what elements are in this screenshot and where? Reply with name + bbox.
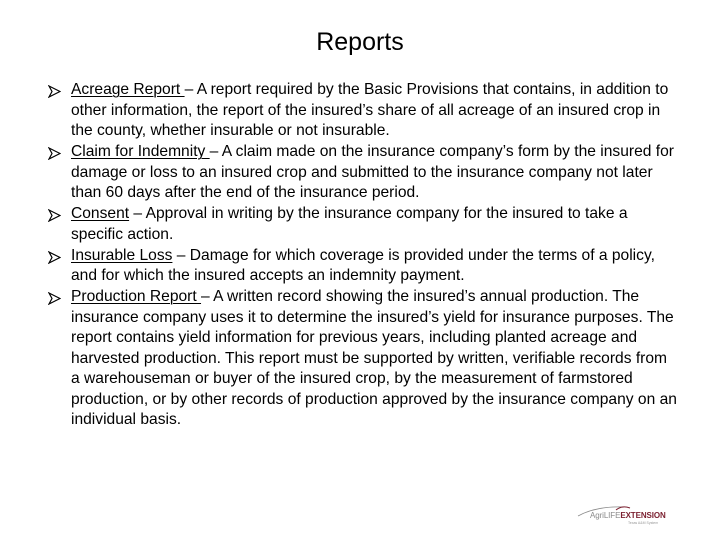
arrow-bullet-icon — [48, 209, 61, 222]
list-item — [48, 287, 678, 431]
term-acreage-report: Acreage Report — [71, 81, 185, 98]
list-item — [48, 204, 678, 245]
term-consent: Consent — [71, 205, 130, 222]
definition-text: – A written record showing the insured’s annual production. The insurance company uses it to determine the insured’s yield for insurance purposes. The report contains yield information for previous years, including planted acreage and harvested production. This report must be supported by written, verifiable records from a warehouseman or buyer of the insured crop, by the measurement of farmstored production, or by other records of production approved by the insurance company on an individual basis. — [71, 288, 677, 428]
term-production-report: Production Report — [71, 288, 202, 305]
logo-subtitle: Texas A&M System — [628, 521, 659, 525]
list-item — [48, 142, 678, 204]
definition-text: – Approval in writing by the insurance company for the insured to take a specific action. — [71, 205, 628, 243]
definition-text: – Damage for which coverage is provided under the terms of a policy, and for which the insured accepts an indemnity payment. — [71, 246, 655, 284]
arrow-bullet-icon — [48, 251, 61, 264]
agrilife-extension-logo — [576, 504, 676, 528]
definition-text: – A claim made on the insurance company’s form by the insured for damage or loss to an insured crop and submitted to the insurance company not later than 60 days after the end of the insurance period. — [71, 143, 674, 201]
list-item — [48, 246, 678, 287]
arrow-bullet-icon — [48, 147, 61, 160]
list-item — [48, 80, 678, 142]
logo-wordmark — [590, 511, 666, 521]
arrow-bullet-icon — [48, 292, 61, 305]
definition-list — [48, 80, 678, 431]
term-claim-for-indemnity: Claim for Indemnity — [71, 143, 210, 160]
page-title: Reports — [316, 28, 404, 56]
logo-suffix: EXTENSION — [620, 511, 666, 520]
arrow-bullet-icon — [48, 85, 61, 98]
logo-prefix: AgriLIFE — [590, 511, 621, 520]
definition-text: – A report required by the Basic Provisions that contains, in addition to other information, the report of the insured’s share of all acreage of an insured crop in the county, whether insurable or not insurable. — [71, 81, 669, 139]
term-insurable-loss: Insurable Loss — [71, 246, 173, 264]
